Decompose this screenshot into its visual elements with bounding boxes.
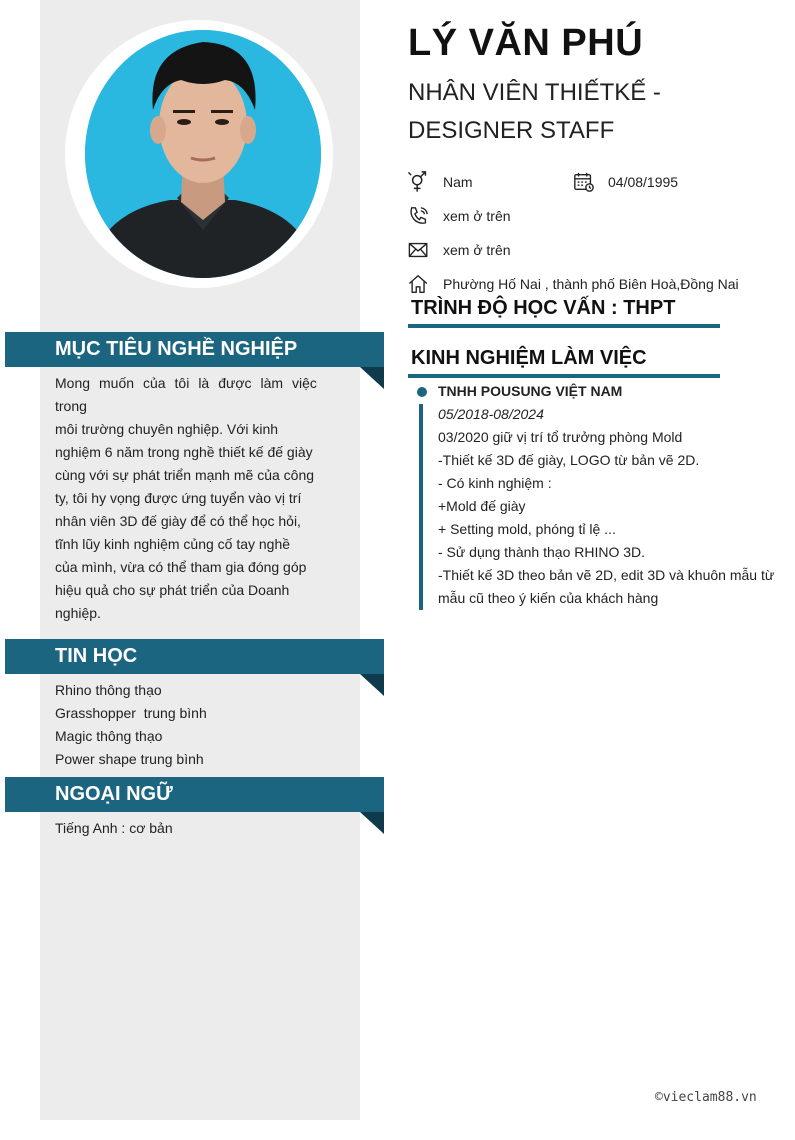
email-value: xem ở trên [443,242,511,258]
it-skills-header [5,639,384,674]
skill-item: Magic thông thạo [55,728,163,744]
detail-line: -Thiết kế 3D đế giày, LOGO từ bản vẽ 2D. [438,452,700,468]
objective-line: nghiệm 6 năm trong nghề thiết kế đế giày [55,444,313,460]
person-photo-icon [85,30,321,278]
objective-line: hiệu quả cho sự phát triển của Doanh [55,582,290,598]
candidate-role [408,74,661,150]
objective-word: Mong [55,375,91,391]
objective-text [55,372,317,625]
languages-header [5,777,384,812]
detail-line: - Có kinh nghiệm : [438,475,552,491]
experience-title: KINH NGHIỆM LÀM VIỆC [411,347,647,369]
role-line: NHÂN VIÊN THIẾTKẾ - [408,79,661,106]
objective-word: muốn [99,375,135,391]
objective-word: việc [292,375,317,391]
skill-item: Power shape trung bình [55,751,204,767]
gender-icon [408,171,430,193]
timeline-dot [417,387,427,397]
birthdate-value: 04/08/1995 [608,174,679,190]
phone-info [408,205,511,227]
objective-line [55,372,317,395]
detail-line: -Thiết kế 3D theo bản vẽ 2D, edit 3D và khuôn mẫu từ [438,567,775,583]
objective-line: ty, tôi hy vọng được ứng tuyển vào vị trí [55,490,302,506]
objective-word: tôi [174,375,190,391]
detail-line: - Sử dụng thành thạo RHINO 3D. [438,544,646,560]
address-value: Phường Hố Nai , thành phố Biên Hoà,Đồng Nai [443,276,739,292]
language-item: Tiếng Anh : cơ bản [55,820,173,836]
skill-item: Grasshopper trung bình [55,705,207,721]
gender-value: Nam [443,174,473,190]
objective-line: tĩnh lũy kinh nghiệm củng cố tay nghề [55,536,291,552]
objective-line: trong [55,398,87,414]
objective-line: nhân viên 3D đế giày để có thể học hỏi, [55,513,301,529]
objective-line: nghiệp. [55,605,101,621]
address-info [408,273,739,295]
birthdate-info [573,171,678,193]
it-skills-list [55,679,317,771]
section-divider [408,324,720,328]
company-name: TNHH POUSUNG VIỆT NAM [438,383,623,399]
detail-line: + Setting mold, phóng tỉ lệ ... [438,521,616,537]
gender-info [408,171,473,193]
phone-icon [408,205,430,227]
languages-list [55,817,317,840]
objective-word: làm [260,375,284,391]
ribbon-fold [360,812,384,834]
detail-line: mẫu cũ theo ý kiến của khách hàng [438,590,659,606]
phone-value: xem ở trên [443,208,511,224]
role-line: DESIGNER STAFF [408,117,615,144]
watermark: ©vieclam88.vn [655,1090,757,1105]
section-divider [408,374,720,378]
mail-icon [408,239,430,261]
calendar-icon [573,171,595,193]
detail-line: 03/2020 giữ vị trí tổ trưởng phòng Mold [438,429,683,445]
objective-line: môi trường chuyên nghiệp. Với kinh [55,421,279,437]
objective-word: của [143,375,166,391]
objective-word: được [218,375,252,391]
skill-item: Rhino thông thạo [55,682,162,698]
home-icon [408,273,430,295]
candidate-name: LÝ VĂN PHÚ [408,22,644,64]
it-skills-title: TIN HỌC [55,645,138,667]
timeline-bar [419,404,423,610]
ribbon-fold [360,367,384,389]
objective-title: MỤC TIÊU NGHỀ NGHIỆP [55,338,298,360]
avatar [85,30,321,278]
languages-title: NGOẠI NGỮ [55,783,173,805]
objective-word: là [198,375,210,391]
ribbon-fold [360,674,384,696]
objective-header [5,332,384,367]
objective-line: của mình, vừa có thể tham gia đóng góp [55,559,307,575]
work-period: 05/2018-08/2024 [438,406,544,422]
objective-line: cùng với sự phát triển mạnh mẽ của công [55,467,315,483]
detail-line: +Mold đế giày [438,498,526,514]
education-title: TRÌNH ĐỘ HỌC VẤN : THPT [411,297,676,319]
experience-details [438,426,774,610]
email-info [408,239,511,261]
